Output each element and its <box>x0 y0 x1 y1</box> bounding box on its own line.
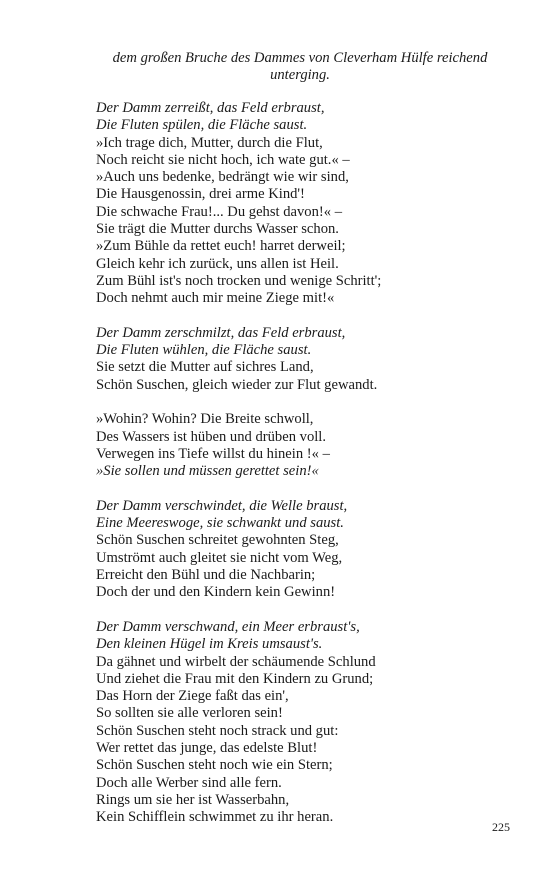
poem-line: Wer rettet das junge, das edelste Blut! <box>96 739 318 756</box>
poem-line: Der Damm verschwindet, die Welle braust, <box>96 497 348 514</box>
poem-body <box>96 100 526 844</box>
poem-line: Sie setzt die Mutter auf sichres Land, <box>96 359 314 376</box>
poem-line: Der Damm verschwand, ein Meer erbraust's, <box>96 618 360 635</box>
poem-line: Und ziehet die Frau mit den Kindern zu Grund; <box>96 670 374 687</box>
poem-line: Erreicht den Bühl und die Nachbarin; <box>96 567 316 584</box>
poem-line: Schön Suschen schreitet gewohnten Steg, <box>96 532 339 549</box>
poem-line: Schön Suschen steht noch strack und gut: <box>96 722 339 739</box>
poem-line: Da gähnet und wirbelt der schäumende Schlund <box>96 653 376 670</box>
stanza <box>96 100 526 308</box>
poem-line: Die Fluten wühlen, die Fläche saust. <box>96 342 312 359</box>
poem-line: »Zum Bühle da rettet euch! harret derweil; <box>96 238 346 255</box>
intro-text <box>90 50 510 85</box>
poem-line: Des Wassers ist hüben und drüben voll. <box>96 428 327 445</box>
stanza <box>96 325 526 394</box>
poem-line: Der Damm zerreißt, das Feld erbraust, <box>96 100 325 116</box>
poem-line: Gleich kehr ich zurück, uns allen ist Heil. <box>96 255 339 272</box>
poem-line: Zum Bühl ist's noch trocken und wenige Schritt'; <box>96 272 382 289</box>
poem-line: Schön Suschen, gleich wieder zur Flut gewandt. <box>96 376 378 393</box>
poem-line: Die Fluten spülen, die Fläche saust. <box>96 117 308 134</box>
poem-line: »Ich trage dich, Mutter, durch die Flut, <box>96 134 323 151</box>
poem-line: Doch alle Werber sind alle fern. <box>96 774 282 791</box>
intro-line: unterging. <box>270 67 330 84</box>
poem-line: Die schwache Frau!... Du gehst davon!« – <box>96 203 342 220</box>
stanza <box>96 619 526 827</box>
poem-line: Rings um sie her ist Wasserbahn, <box>96 791 290 808</box>
poem-line: Kein Schifflein schwimmet zu ihr heran. <box>96 809 334 826</box>
poem-line: Das Horn der Ziege faßt das ein', <box>96 688 289 705</box>
poem-line: Doch nehmt auch mir meine Ziege mit!« <box>96 290 335 307</box>
poem-line: Der Damm zerschmilzt, das Feld erbraust, <box>96 324 346 341</box>
poem-line: Verwegen ins Tiefe willst du hinein !« – <box>96 445 330 462</box>
intro-line: dem großen Bruche des Dammes von Cleverham Hülfe reichend <box>112 50 488 66</box>
poem-line: »Auch uns bedenke, bedrängt wie wir sind, <box>96 169 349 186</box>
poem-line: Sie trägt die Mutter durchs Wasser schon. <box>96 221 339 238</box>
poem-line: »Sie sollen und müssen gerettet sein!« <box>96 463 319 480</box>
page-number: 225 <box>492 820 510 834</box>
poem-line: Noch reicht sie nicht hoch, ich wate gut.« – <box>96 151 350 168</box>
stanza <box>96 498 526 602</box>
poem-line: Doch der und den Kindern kein Gewinn! <box>96 584 336 601</box>
poem-line: Die Hausgenossin, drei arme Kind'! <box>96 186 305 203</box>
poem-line: Eine Meereswoge, sie schwankt und saust. <box>96 515 344 532</box>
poem-line: »Wohin? Wohin? Die Breite schwoll, <box>96 411 314 428</box>
poem-line: So sollten sie alle verloren sein! <box>96 705 283 722</box>
stanza <box>96 411 526 480</box>
poem-line: Umströmt auch gleitet sie nicht vom Weg, <box>96 549 343 566</box>
poem-line: Schön Suschen steht noch wie ein Stern; <box>96 757 333 774</box>
poem-line: Den kleinen Hügel im Kreis umsaust's. <box>96 636 323 653</box>
